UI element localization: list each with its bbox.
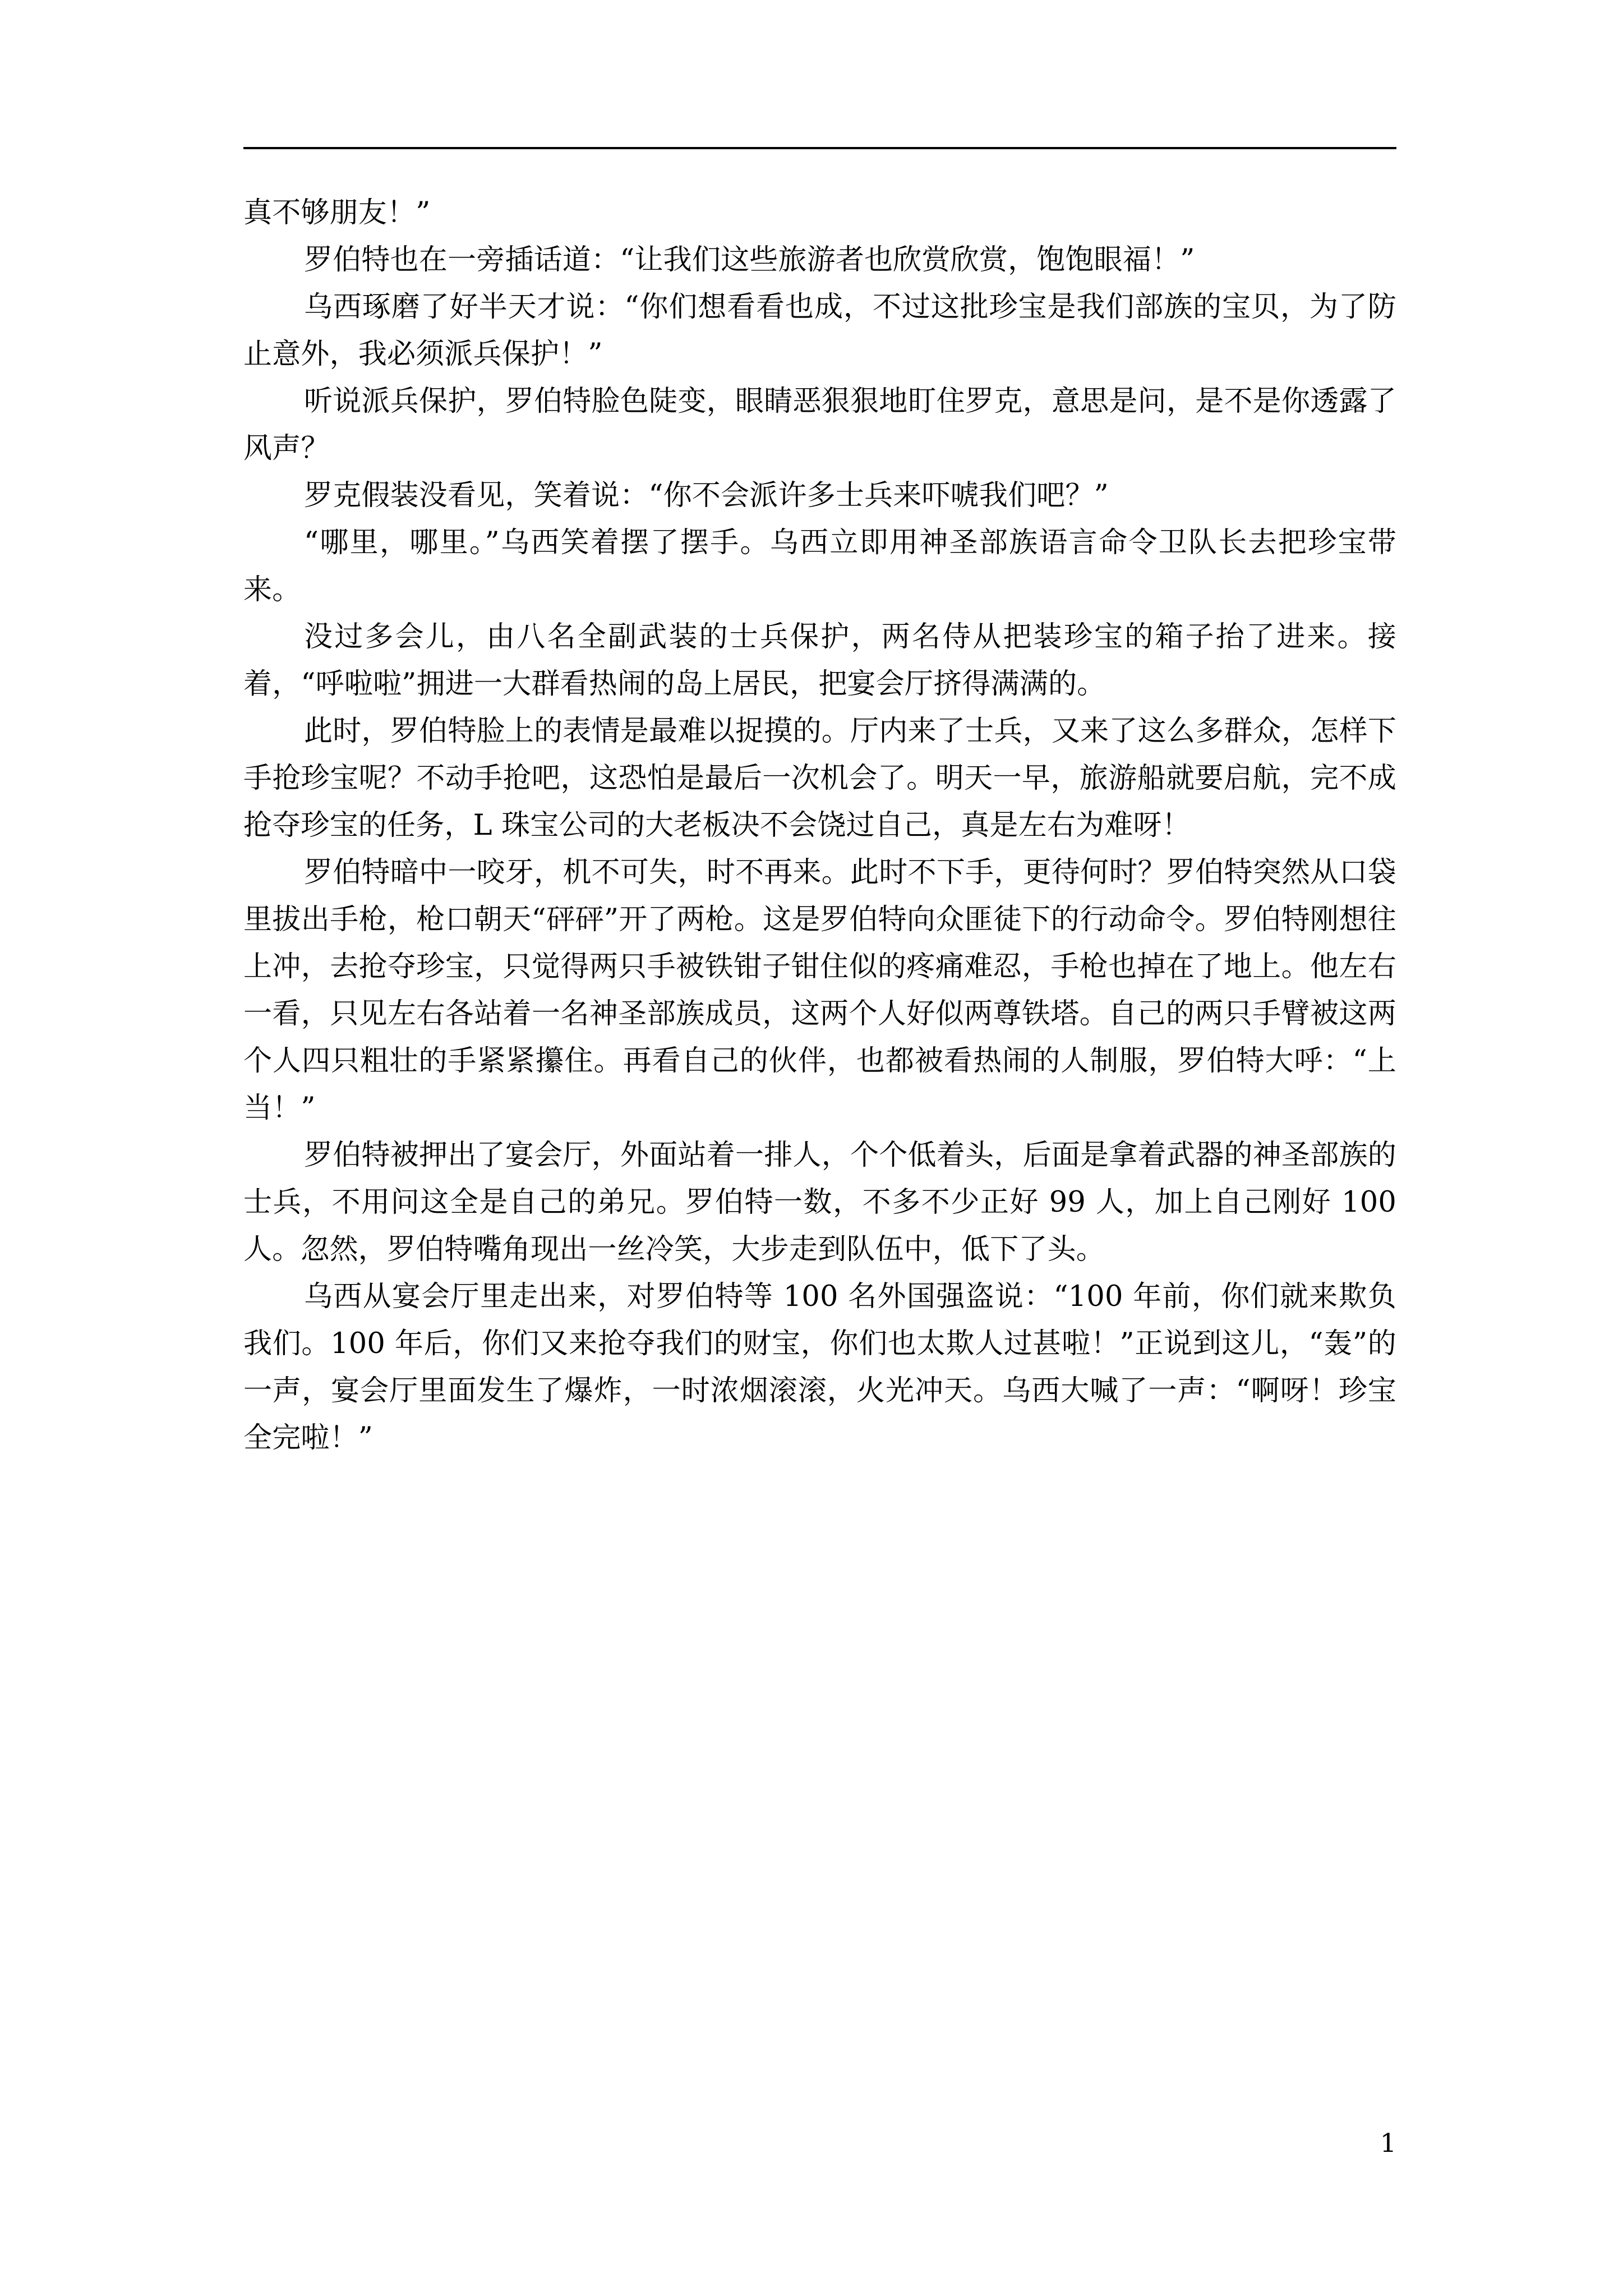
paragraph: 真不够朋友！” xyxy=(243,196,431,229)
page-number: 1 xyxy=(1380,2128,1396,2158)
paragraph: 乌西琢磨了好半天才说：“你们想看看也成，不过这批珍宝是我们部族的宝贝，为了防止意外，我必须派兵保护！” xyxy=(243,291,1396,371)
paragraph: 没过多会儿，由八名全副武装的士兵保护，两名侍从把装珍宝的箱子抬了进来。接着，“呼啦啦”拥进一大群看热闹的岛上居民，把宴会厅挤得满满的。 xyxy=(243,620,1396,701)
header-rule xyxy=(243,147,1396,149)
body-text xyxy=(243,190,1396,1462)
paragraph: 听说派兵保护，罗伯特脸色陡变，眼睛恶狠狠地盯住罗克，意思是问，是不是你透露了风声？ xyxy=(243,385,1396,465)
paragraph: 罗伯特被押出了宴会厅，外面站着一排人，个个低着头，后面是拿着武器的神圣部族的士兵，不用问这全是自己的弟兄。罗伯特一数，不多不少正好 99 人，加上自己刚好 100 人。忽然，罗伯特嘴角现出一丝冷笑，大步走到队伍中，低下了头。 xyxy=(243,1139,1396,1266)
paragraph: 罗伯特暗中一咬牙，机不可失，时不再来。此时不下手，更待何时？罗伯特突然从口袋里拔出手枪，枪口朝天“砰砰”开了两枪。这是罗伯特向众匪徒下的行动命令。罗伯特刚想往上冲，去抢夺珍宝，只觉得两只手被铁钳子钳住似的疼痛难忍，手枪也掉在了地上。他左右一看，只见左右各站着一名神圣部族成员，这两个人好似两尊铁塔。自己的两只手臂被这两个人四只粗壮的手紧紧攥住。再看自己的伙伴，也都被看热闹的人制服，罗伯特大呼：“上当！” xyxy=(243,856,1396,1125)
paragraph: 罗伯特也在一旁插话道：“让我们这些旅游者也欣赏欣赏，饱饱眼福！” xyxy=(304,243,1195,277)
paragraph: “哪里，哪里。”乌西笑着摆了摆手。乌西立即用神圣部族语言命令卫队长去把珍宝带来。 xyxy=(243,526,1396,606)
paragraph: 罗克假装没看见，笑着说：“你不会派许多士兵来吓唬我们吧？” xyxy=(304,479,1109,512)
paragraph: 此时，罗伯特脸上的表情是最难以捉摸的。厅内来了士兵，又来了这么多群众，怎样下手抢珍宝呢？不动手抢吧，这恐怕是最后一次机会了。明天一早，旅游船就要启航，完不成抢夺珍宝的任务，L 珠宝公司的大老板决不会饶过自己，真是左右为难呀！ xyxy=(243,715,1396,842)
paragraph: 乌西从宴会厅里走出来，对罗伯特等 100 名外国强盗说：“100 年前，你们就来欺负我们。100 年后，你们又来抢夺我们的财宝，你们也太欺人过甚啦！”正说到这儿，“轰”的一声，宴会厅里面发生了爆炸，一时浓烟滚滚，火光冲天。乌西大喊了一声：“啊呀！珍宝全完啦！” xyxy=(243,1280,1396,1455)
